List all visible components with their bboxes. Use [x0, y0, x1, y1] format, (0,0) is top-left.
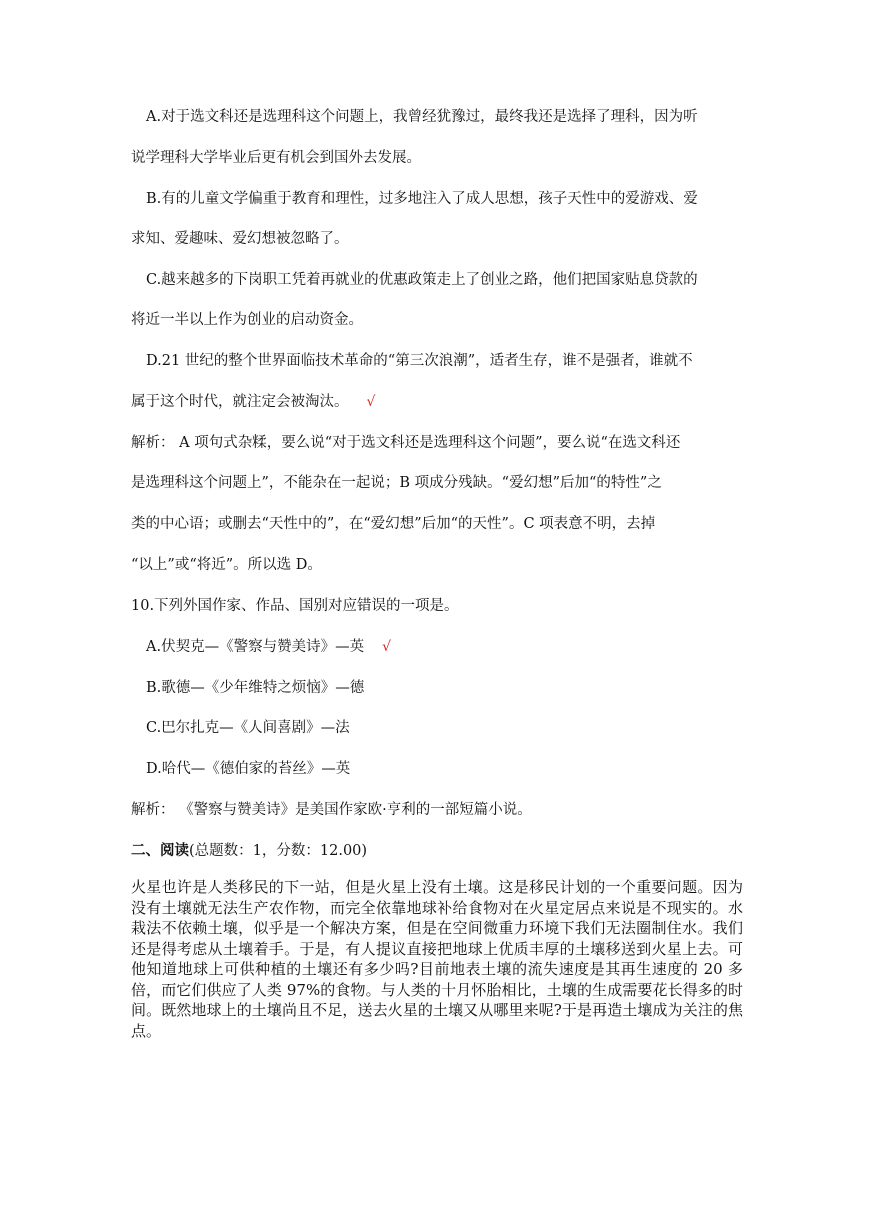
q10-answer-check-icon: √: [382, 639, 392, 655]
q10-option-a-text: A.伏契克—《警察与赞美诗》—英: [146, 639, 365, 655]
q9-answer-check-icon: √: [366, 394, 376, 410]
q9-analysis-line1: 解析： A 项句式杂糅，要么说“对于选文科还是选理科这个问题”，要么说“在选文科还: [131, 435, 681, 451]
q9-option-a-line1: A.对于选文科还是选理科这个问题上，我曾经犹豫过，最终我还是选择了理科，因为听: [146, 109, 698, 125]
q9-option-d-line2-text: 属于这个时代，就注定会被淘汰。: [131, 394, 349, 410]
q10-option-c: C.巴尔扎克—《人间喜剧》—法: [146, 720, 350, 736]
section-heading-title: 二、阅读: [131, 842, 189, 859]
section-heading: [131, 842, 367, 860]
q9-analysis-line4: “以上”或“将近”。所以选 D。: [131, 557, 322, 573]
q9-analysis-line3: 类的中心语；或删去“天性中的”，在“爱幻想”后加“的天性”。C 项表意不明，去掉: [131, 516, 656, 532]
q9-analysis-line2: 是选理科这个问题上”，不能杂在一起说；B 项成分残缺。“爱幻想”后加“的特性”之: [131, 475, 662, 491]
q10-analysis: 解析： 《警察与赞美诗》是美国作家欧·亨利的一部短篇小说。: [131, 802, 532, 818]
section-heading-meta: (总题数：1，分数：12.00): [189, 843, 368, 859]
q10-option-a: [146, 638, 391, 656]
reading-passage: 火星也许是人类移民的下一站，但是火星上没有土壤。这是移民计划的一个重要问题。因为没有土壤就无法生产农作物，而完全依靠地球补给食物对在火星定居点来说是不现实的。水栽法不依赖土壤，似乎是一个解决方案，但是在空间微重力环境下我们无法圈制住水。我们还是得考虑从土壤着手。于是，有人提议直接把地球上优质丰厚的土壤移送到火星上去。可他知道地球上可供种植的土壤还有多少吗?目前地表土壤的流失速度是其再生速度的 20 多倍，而它们供应了人类 97%的食物。与人类的十月怀胎相比，土壤的生成需要花长得多的时间。既然地球上的土壤尚且不足，送去火星的土壤又从哪里来呢?于是再造土壤成为关注的焦点。: [131, 878, 743, 1040]
q10-stem: 10.下列外国作家、作品、国别对应错误的一项是。: [131, 598, 459, 614]
q9-option-d-line1: D.21 世纪的整个世界面临技术革命的“第三次浪潮”，适者生存，谁不是强者，谁就不: [146, 353, 693, 369]
q10-option-b: B.歌德—《少年维特之烦恼》—德: [146, 680, 365, 696]
q9-option-c-line2: 将近一半以上作为创业的启动资金。: [131, 312, 363, 328]
q10-option-d: D.哈代—《德伯家的苔丝》—英: [146, 761, 351, 777]
q9-option-b-line2: 求知、爱趣味、爱幻想被忽略了。: [131, 231, 349, 247]
q9-option-c-line1: C.越来越多的下岗职工凭着再就业的优惠政策走上了创业之路，他们把国家贴息贷款的: [146, 272, 698, 288]
q9-option-d-line2: [131, 393, 375, 411]
q9-option-b-line1: B.有的儿童文学偏重于教育和理性，过多地注入了成人思想，孩子天性中的爱游戏、爱: [146, 191, 698, 207]
q9-option-a-line2: 说学理科大学毕业后更有机会到国外去发展。: [131, 150, 421, 166]
